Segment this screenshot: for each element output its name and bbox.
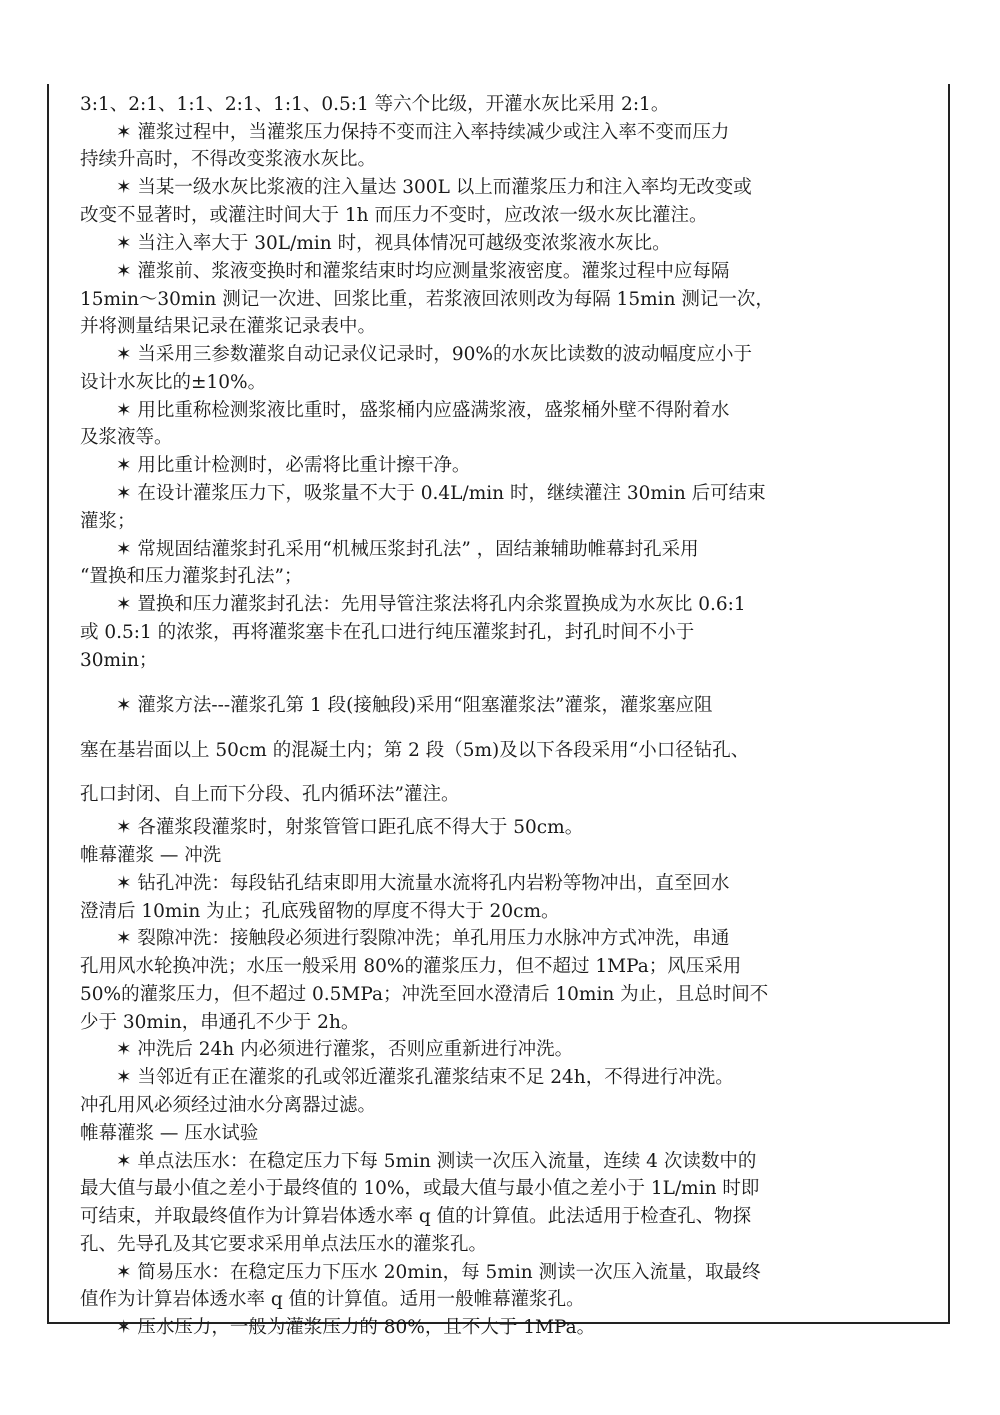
text-line: ✶ 用比重计检测时，必需将比重计擦干净。 <box>116 455 471 476</box>
text-line: 15min～30min 测记一次进、回浆比重，若浆液回浓则改为每隔 15min 测记一次， <box>80 289 774 310</box>
text-line: 50%的灌浆压力，但不超过 0.5MPa；冲洗至回水澄清后 10min 为止，且总时间不 <box>80 984 769 1005</box>
text-line: ✶ 单点法压水：在稳定压力下每 5min 测读一次压入流量，连续 4 次读数中的 <box>116 1151 757 1172</box>
text-line: 30min； <box>80 650 158 671</box>
text-line: 孔口封闭、自上而下分段、孔内循环法”灌注。 <box>80 784 460 805</box>
text-line: 孔、先导孔及其它要求采用单点法压水的灌浆孔。 <box>80 1234 488 1255</box>
text-line: 值作为计算岩体透水率 q 值的计算值。适用一般帷幕灌浆孔。 <box>80 1289 585 1310</box>
text-line: 或 0.5:1 的浓浆，再将灌浆塞卡在孔口进行纯压灌浆封孔，封孔时间不小于 <box>80 622 695 643</box>
text-line: 并将测量结果记录在灌浆记录表中。 <box>80 316 377 337</box>
text-line: ✶ 钻孔冲洗：每段钻孔结束即用大流量水流将孔内岩粉等物冲出，直至回水 <box>116 873 730 894</box>
text-line: ✶ 灌浆过程中，当灌浆压力保持不变而注入率持续减少或注入率不变而压力 <box>116 122 730 143</box>
text-line: 设计水灰比的±10%。 <box>80 372 267 393</box>
section-heading: 帷幕灌浆 — 冲洗 <box>80 845 222 866</box>
text-line: 塞在基岩面以上 50cm 的混凝土内；第 2 段（5m)及以下各段采用“小口径钻孔、 <box>80 740 750 761</box>
text-line: ✶ 冲洗后 24h 内必须进行灌浆，否则应重新进行冲洗。 <box>116 1039 574 1060</box>
text-line: ✶ 当注入率大于 30L/min 时，视具体情况可越级变浓浆液水灰比。 <box>116 233 671 254</box>
text-line: ✶ 各灌浆段灌浆时，射浆管管口距孔底不得大于 50cm。 <box>116 817 584 838</box>
text-line: 少于 30min，串通孔不少于 2h。 <box>80 1012 360 1033</box>
text-line: ✶ 灌浆方法---灌浆孔第 1 段(接触段)采用“阻塞灌浆法”灌浆，灌浆塞应阻 <box>116 695 713 716</box>
text-line: ✶ 当某一级水灰比浆液的注入量达 300L 以上而灌浆压力和注入率均无改变或 <box>116 177 752 198</box>
text-line: 持续升高时，不得改变浆液水灰比。 <box>80 149 377 170</box>
text-line: ✶ 在设计灌浆压力下，吸浆量不大于 0.4L/min 时，继续灌注 30min 后可结束 <box>116 483 766 504</box>
text-line: 3:1、2:1、1:1、2:1、1:1、0.5:1 等六个比级，开灌水灰比采用 2:1。 <box>80 94 670 115</box>
text-line: 最大值与最小值之差小于最终值的 10%，或最大值与最小值之差小于 1L/min 时即 <box>80 1178 760 1199</box>
text-line: ✶ 置换和压力灌浆封孔法：先用导管注浆法将孔内余浆置换成为水灰比 0.6:1 <box>116 594 746 615</box>
text-line: 可结束，并取最终值作为计算岩体透水率 q 值的计算值。此法适用于检查孔、物探 <box>80 1206 752 1227</box>
text-line: ✶ 常规固结灌浆封孔采用“机械压浆封孔法” ，固结兼辅助帷幕封孔采用 <box>116 539 699 560</box>
text-line: 孔用风水轮换冲洗；水压一般采用 80%的灌浆压力，但不超过 1MPa；风压采用 <box>80 956 742 977</box>
text-line: “置换和压力灌浆封孔法”； <box>80 566 303 587</box>
text-line: ✶ 裂隙冲洗：接触段必须进行裂隙冲洗；单孔用压力水脉冲方式冲洗，串通 <box>116 928 730 949</box>
text-line: ✶ 用比重称检测浆液比重时，盛浆桶内应盛满浆液，盛浆桶外壁不得附着水 <box>116 400 730 421</box>
text-line: ✶ 当邻近有正在灌浆的孔或邻近灌浆孔灌浆结束不足 24h，不得进行冲洗。 <box>116 1067 734 1088</box>
text-line: 及浆液等。 <box>80 427 173 448</box>
text-line: ✶ 简易压水：在稳定压力下压水 20min，每 5min 测读一次压入流量，取最终 <box>116 1262 761 1283</box>
text-line: ✶ 灌浆前、浆液变换时和灌浆结束时均应测量浆液密度。灌浆过程中应每隔 <box>116 261 730 282</box>
text-line: 澄清后 10min 为止；孔底残留物的厚度不得大于 20cm。 <box>80 901 560 922</box>
text-line: ✶ 压水压力，一般为灌浆压力的 80%，且不大于 1MPa。 <box>116 1317 596 1338</box>
text-line: 冲孔用风必须经过油水分离器过滤。 <box>80 1095 377 1116</box>
section-heading: 帷幕灌浆 — 压水试验 <box>80 1123 259 1144</box>
text-line: ✶ 当采用三参数灌浆自动记录仪记录时，90%的水灰比读数的波动幅度应小于 <box>116 344 753 365</box>
text-line: 改变不显著时，或灌注时间大于 1h 而压力不变时，应改浓一级水灰比灌注。 <box>80 205 708 226</box>
text-line: 灌浆； <box>80 511 136 532</box>
